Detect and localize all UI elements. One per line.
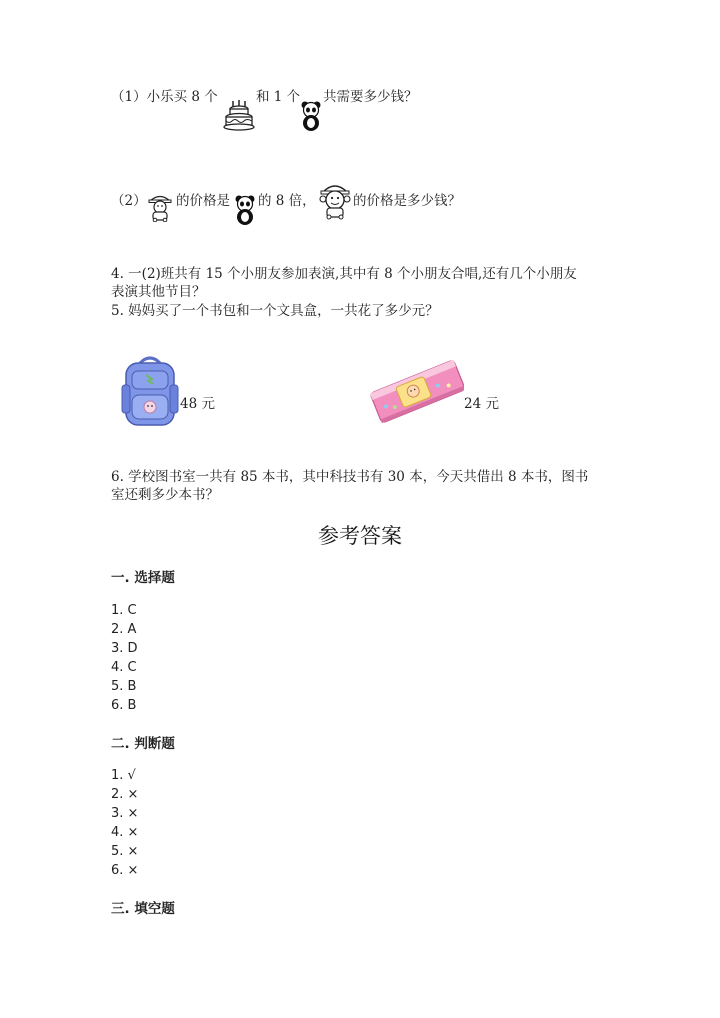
q4-line2: 表演其他节目？ (111, 284, 206, 300)
panda-icon (234, 194, 256, 226)
q3-1-end: 共需要多少钱？ (323, 89, 418, 105)
answers-title: 参考答案 (318, 524, 402, 548)
cake-icon (222, 98, 256, 132)
pencil-case-image (368, 350, 464, 428)
section2-answer: 3. × (111, 806, 139, 821)
section1-answer: 5. B (111, 679, 137, 694)
q5-text: 5. 妈妈买了一个书包和一个文具盒，一共花了多少元？ (111, 303, 439, 319)
section1-heading: 一. 选择题 (111, 570, 175, 586)
section1-answer: 2. A (111, 622, 137, 637)
pencil-case-price: 24 元 (464, 396, 499, 412)
section1-answer: 4. C (111, 660, 137, 675)
panda-icon (300, 100, 322, 132)
q3-2-label: （2） (111, 193, 147, 209)
q3-2-part1: 的价格是 (176, 193, 230, 209)
q4-line1: 4. 一(2)班共有 15 个小朋友参加表演,其中有 8 个小朋友合唱,还有几个小朋友 (111, 266, 577, 282)
section1-answer: 1. C (111, 603, 137, 618)
monkey-icon (318, 180, 352, 220)
section2-answer: 6. × (111, 863, 139, 878)
backpack-image (118, 355, 182, 429)
q3-2-part2: 的 8 倍， (258, 193, 316, 209)
q6-line1: 6. 学校图书室一共有 85 本书，其中科技书有 30 本，今天共借出 8 本书，图书 (111, 469, 589, 485)
q3-1-mid: 和 1 个 (256, 89, 301, 105)
section2-answer: 4. × (111, 825, 139, 840)
section2-answer: 1. √ (111, 768, 136, 783)
section2-heading: 二. 判断题 (111, 736, 175, 752)
q6-line2: 室还剩多少本书？ (111, 487, 219, 503)
section2-answer: 5. × (111, 844, 139, 859)
section1-answer: 6. B (111, 698, 137, 713)
section1-answer: 3. D (111, 641, 138, 656)
q3-2-part3: 的价格是多少钱？ (353, 193, 461, 209)
section2-answer: 2. × (111, 787, 139, 802)
backpack-price: 48 元 (180, 396, 215, 412)
section3-heading: 三. 填空题 (111, 901, 175, 917)
q3-1-label: （1）小乐买 8 个 (111, 89, 218, 105)
bear-icon (147, 192, 173, 222)
